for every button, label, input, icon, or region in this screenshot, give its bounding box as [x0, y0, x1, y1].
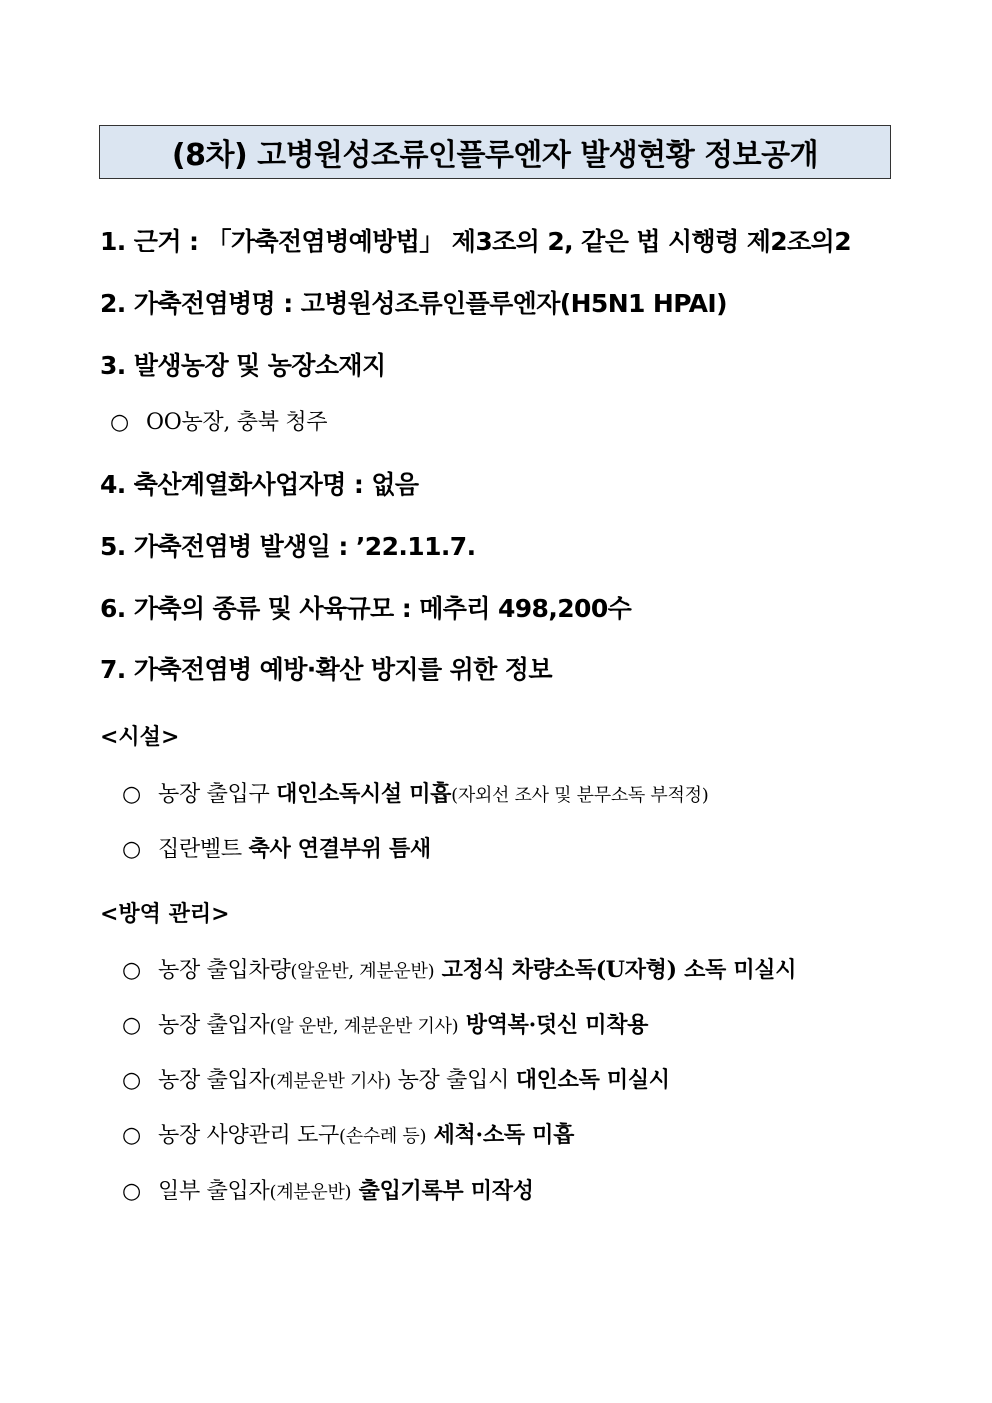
section-biosecurity-header: <방역 관리> — [100, 901, 230, 927]
facility-item-note: (자외선 조사 및 분무소독 부적정) — [451, 785, 709, 806]
facility-item-text: 농장 출입구 — [158, 782, 277, 807]
biosecurity-item-text: 농장 출입자 — [158, 1068, 270, 1093]
biosecurity-item-text: 농장 출입자 — [158, 1013, 270, 1038]
biosecurity-item-bold: 고정식 차량소독(U자형) 소독 미실시 — [434, 957, 797, 983]
biosecurity-item-note: (계분운반) — [269, 1182, 352, 1203]
item-prevention-info: 7. 가축전염병 예방·확산 방지를 위한 정보 — [100, 655, 552, 684]
farm-location-line — [110, 407, 327, 439]
biosecurity-item-note: (계분운반 기사) — [269, 1071, 391, 1092]
biosecurity-item-bold: 대인소독 미실시 — [515, 1067, 670, 1093]
biosecurity-item — [122, 1119, 574, 1153]
biosecurity-item-text: 농장 출입차량 — [158, 958, 291, 983]
facility-item — [122, 833, 431, 866]
bullet-icon: ○ — [122, 782, 141, 807]
biosecurity-item — [122, 1064, 670, 1098]
item-integrator: 4. 축산계열화사업자명 : 없음 — [100, 470, 419, 499]
biosecurity-item-bold: 출입기록부 미작성 — [351, 1178, 534, 1204]
biosecurity-item — [122, 954, 796, 988]
facility-item-bold: 대인소독시설 미흡 — [276, 781, 452, 807]
page-title-text: (8차) 고병원성조류인플루엔자 발생현황 정보공개 — [171, 138, 819, 173]
biosecurity-item — [122, 1175, 534, 1209]
farm-location-text: OO농장, 충북 청주 — [146, 410, 328, 435]
bullet-icon: ○ — [122, 1013, 141, 1038]
bullet-icon: ○ — [122, 1123, 141, 1148]
page-title — [99, 125, 891, 179]
item-disease-name: 2. 가축전염병명 : 고병원성조류인플루엔자(H5N1 HPAI) — [100, 289, 727, 318]
facility-item-bold: 축사 연결부위 틈새 — [248, 836, 431, 862]
bullet-icon: ○ — [122, 958, 141, 983]
biosecurity-item-bold: 방역복·덧신 미착용 — [458, 1012, 649, 1038]
biosecurity-item-note: (손수레 등) — [339, 1126, 427, 1147]
biosecurity-item — [122, 1009, 648, 1043]
biosecurity-item-text: 일부 출입자 — [158, 1179, 270, 1204]
facility-item — [122, 778, 708, 812]
bullet-icon: ○ — [122, 1068, 141, 1093]
biosecurity-item-text: 농장 사양관리 도구 — [158, 1123, 340, 1148]
bullet-icon: ○ — [122, 837, 141, 862]
item-farm-location-heading: 3. 발생농장 및 농장소재지 — [100, 351, 386, 380]
bullet-icon: ○ — [110, 410, 129, 435]
item-livestock-scale: 6. 가축의 종류 및 사육규모 : 메추리 498,200수 — [100, 594, 632, 623]
section-facility-header: <시설> — [100, 724, 180, 750]
item-legal-basis: 1. 근거 : 「가축전염병예방법」 제3조의 2, 같은 법 시행령 제2조의2 — [100, 227, 852, 256]
biosecurity-item-note: (알운반, 계분운반) — [290, 961, 435, 982]
bullet-icon: ○ — [122, 1179, 141, 1204]
item-outbreak-date: 5. 가축전염병 발생일 : ’22.11.7. — [100, 532, 476, 561]
facility-item-text: 집란벨트 — [158, 837, 249, 862]
biosecurity-item-text-2: 농장 출입시 — [390, 1068, 516, 1093]
biosecurity-item-note: (알 운반, 계분운반 기사) — [269, 1016, 459, 1037]
biosecurity-item-bold: 세척·소독 미흡 — [426, 1122, 575, 1148]
